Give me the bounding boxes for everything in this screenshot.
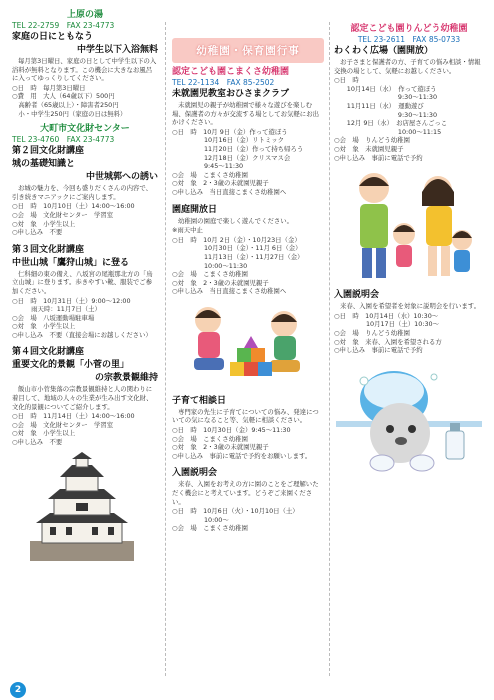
detail-item: ○会 場 りんどう幼稚園 bbox=[334, 328, 410, 337]
family-illustration bbox=[334, 166, 484, 286]
column-middle bbox=[172, 0, 324, 700]
details-list bbox=[172, 236, 324, 296]
detail-item: 12月18日（金）クリスマス会 bbox=[172, 153, 291, 162]
detail-item: ○対 象 2・3歳の未就園児親子 bbox=[172, 443, 269, 452]
detail-item: 11月13日（金）・11月27日（金） bbox=[172, 252, 304, 261]
detail-item: 11月20日（金）作って持ち帰ろう bbox=[172, 144, 304, 153]
detail-item: ○日 時 10月30日（金）9:45～11:30 bbox=[172, 426, 291, 435]
section-title: 未就園児教室おひさまクラブ bbox=[172, 89, 290, 99]
column-right bbox=[334, 0, 484, 700]
detail-item: ○対 象 小学生以上 bbox=[12, 429, 76, 438]
detail-item: 9:30～11:30 bbox=[334, 93, 438, 102]
detail-item: 10:00～11:30 bbox=[172, 261, 248, 270]
section-title: 入園説明会 bbox=[172, 468, 218, 479]
detail-item: 9:45～11:30 bbox=[172, 162, 244, 171]
detail-item: ○日 時 10月 9日（金）作って遊ぼう bbox=[172, 127, 288, 136]
detail-item: ○申し込み 事前に電話で予約 bbox=[334, 346, 423, 355]
detail-item: 10:00～ bbox=[172, 515, 229, 524]
detail-item: ○日 時 10月6日（火）・10月10日（土） bbox=[172, 507, 299, 516]
body-text: 幼稚園の園庭で楽しく遊んでください。 bbox=[178, 216, 294, 225]
tel-fax: TEL 22-1134 FAX 85-2502 bbox=[172, 78, 275, 87]
detail-item: ○日 時 bbox=[334, 76, 359, 85]
detail-item: ○会 場 りんどう幼稚園 bbox=[334, 136, 410, 145]
section-title: 城の基礎知識と bbox=[12, 159, 76, 170]
details-list bbox=[334, 312, 484, 355]
detail-item: 11月11日（水） 運動遊び bbox=[334, 101, 424, 110]
detail-item: 雨天時：11月7日（土） bbox=[12, 305, 101, 314]
detail-item: ○会 場 文化財センター 学習室 bbox=[12, 420, 114, 429]
section-title: 重要文化的景観「小菅の里」 bbox=[12, 360, 130, 371]
detail-item: 10月16日（金）リトミック bbox=[172, 136, 284, 145]
kids-playing-illustration bbox=[172, 300, 322, 392]
detail-item: ○会 場 こまくさ幼稚園 bbox=[172, 170, 248, 179]
castle-illustration bbox=[22, 451, 142, 563]
body-text: 飯山市小菅集落の宗教景観維持と人の関わりに着目して、地域の人々の生業が生み出す文化財、文化的景観についてご紹介します。 bbox=[12, 385, 153, 411]
details-list bbox=[12, 84, 158, 118]
section-title: 家庭の日にともなう bbox=[12, 32, 94, 42]
detail-item: 9:30～11:30 bbox=[334, 110, 438, 119]
detail-item: 小・中学生250円（家庭の日は無料） bbox=[12, 109, 127, 118]
column-divider bbox=[329, 22, 330, 676]
detail-item: ○日 時 10月10日（土）14:00～16:00 bbox=[12, 202, 135, 211]
org-name: 認定こども園りんどう幼稚園 bbox=[350, 24, 468, 34]
detail-item: 高齢者（65歳以上）・障害者250円 bbox=[12, 100, 119, 109]
body-text: 未就園児の親子が幼稚園で様々な遊びを楽しむ場、保護者の方々が交流する場としてお気軽にお出かけください。 bbox=[172, 101, 319, 127]
detail-item: ○申し込み 不要（直接会場にお越しください） bbox=[12, 330, 152, 339]
detail-item: 10:00～11:15 bbox=[334, 127, 442, 136]
note-text: ※雨天中止 bbox=[172, 226, 203, 235]
detail-item: ○日 時 10月31日（土）9:00～12:00 bbox=[12, 296, 131, 305]
detail-item: ○申し込み 不要 bbox=[12, 438, 63, 447]
tel-fax: TEL 23-2611 FAX 85-0733 bbox=[357, 35, 461, 44]
detail-item: ○対 象 小学生以上 bbox=[12, 219, 76, 228]
details-list bbox=[172, 507, 324, 533]
detail-item: ○申し込み 事前に電話で予約をお願いします。 bbox=[172, 451, 312, 460]
section-title: わくわく広場（園開放） bbox=[334, 46, 434, 56]
tel-fax: TEL 22-2759 FAX 23-4773 bbox=[12, 21, 115, 30]
org-name: 大町市文化財センター bbox=[40, 124, 130, 135]
tel-fax: TEL 23-4760 FAX 23-4773 bbox=[12, 135, 115, 145]
body-text: お城の魅力を、今回も盛りだくさんの内容で、引き続きマニアックにご案内します。 bbox=[12, 184, 153, 201]
handwashing-mascot-illustration bbox=[334, 361, 484, 481]
column-divider bbox=[165, 22, 166, 676]
org-name: 認定こども園こまくさ幼稚園 bbox=[172, 67, 290, 77]
detail-item: ○会 場 こまくさ幼稚園 bbox=[172, 434, 248, 443]
section-title: 中世城郭への誘い bbox=[85, 172, 158, 183]
detail-item: ○会 場 こまくさ幼稚園 bbox=[172, 524, 248, 533]
body-text: 毎月第3日曜日、家庭の日として中学生以下の入浴料が無料となります。この機会に大きなお風呂に入ってゆっくりしてください。 bbox=[12, 57, 157, 83]
section-title: 第２回文化財講座 bbox=[12, 146, 85, 157]
section-title: 第３回文化財講座 bbox=[12, 244, 85, 255]
detail-item: ○日 時 毎月第3日曜日 bbox=[12, 83, 86, 92]
body-text: 来春、入園をお考えの方に園のことをご理解いただく機会にと考えています。どうぞご来園ください。 bbox=[172, 480, 319, 506]
detail-item: ○会 場 こまくさ幼稚園 bbox=[172, 270, 248, 279]
section-title: 中学生以下入浴無料 bbox=[76, 45, 158, 55]
detail-item: ○対 象 2・3歳の未就園児親子 bbox=[172, 278, 269, 287]
details-list bbox=[12, 297, 158, 340]
details-list bbox=[334, 76, 484, 162]
detail-item: 10月17日（土）10:30～ bbox=[334, 320, 439, 329]
body-text: 専門家の先生に子育てについての悩み、発達についての気になること等、気軽に相談ください。 bbox=[172, 407, 319, 425]
detail-item: ○日 時 10月 2日（金）・10月23日（金） bbox=[172, 235, 301, 244]
detail-item: ○申し込み 当日直接こまくさ幼稚園へ bbox=[172, 287, 287, 296]
detail-item: 12月 9日（水） お店屋さんごっこ bbox=[334, 119, 448, 128]
detail-item: ○申し込み 事前に電話で予約 bbox=[334, 153, 423, 162]
section-title: 中世山城「鷹狩山城」に登る bbox=[12, 257, 130, 268]
column-left bbox=[12, 0, 158, 700]
detail-item: ○対 象 2・3歳の未就園児親子 bbox=[172, 179, 269, 188]
detail-item: 10月14日（水） 作って遊ぼう bbox=[334, 84, 437, 93]
page-number: 2 bbox=[10, 682, 26, 698]
section-title: 園庭開放日 bbox=[172, 204, 218, 215]
details-list bbox=[172, 426, 324, 460]
detail-item: ○日 時 11月14日（土）14:00～16:00 bbox=[12, 412, 135, 421]
body-text: お子さまと保護者の方、子育ての悩み相談・情報交換の場として、気軽にお越しください。 bbox=[334, 58, 481, 75]
details-list bbox=[12, 412, 158, 446]
section-banner: 幼稚園・保育園行事 bbox=[172, 38, 324, 63]
org-name: 上原の湯 bbox=[66, 10, 103, 20]
section-title: 第４回文化財講座 bbox=[12, 347, 85, 358]
body-text: 仁科細の東の備え、八坂宮の尾瓶那北方の「鳥立山城」に登ります。歩きやすい靴、服装でご参加ください。 bbox=[12, 269, 153, 295]
detail-item: ○日 時 10月14日（水）10:30～ bbox=[334, 311, 439, 320]
section-title: 子育て相談日 bbox=[172, 395, 227, 406]
detail-item: ○会 場 文化財センター 学習室 bbox=[12, 210, 114, 219]
details-list bbox=[12, 202, 158, 236]
detail-item: ○費 用 大人（64歳以下）500円 bbox=[12, 92, 115, 101]
detail-item: ○対 象 小学生以上 bbox=[12, 322, 76, 331]
detail-item: 10月30日（金）・11月 6日（金） bbox=[172, 244, 302, 253]
section-title: 入園説明会 bbox=[334, 290, 380, 301]
detail-item: ○申し込み 当日直接こまくさ幼稚園へ bbox=[172, 187, 287, 196]
detail-item: ○会 場 八坂運動場駐車場 bbox=[12, 313, 95, 322]
detail-item: ○対 象 未就園児親子 bbox=[334, 144, 404, 153]
section-title: の宗教景観維持 bbox=[94, 373, 158, 384]
detail-item: ○申し込み 不要 bbox=[12, 228, 63, 237]
body-text: 来春、入園を希望者を対象に説明会を行います。 bbox=[340, 302, 481, 311]
detail-item: ○対 象 来春、入園を希望される方 bbox=[334, 337, 442, 346]
details-list bbox=[172, 128, 324, 197]
